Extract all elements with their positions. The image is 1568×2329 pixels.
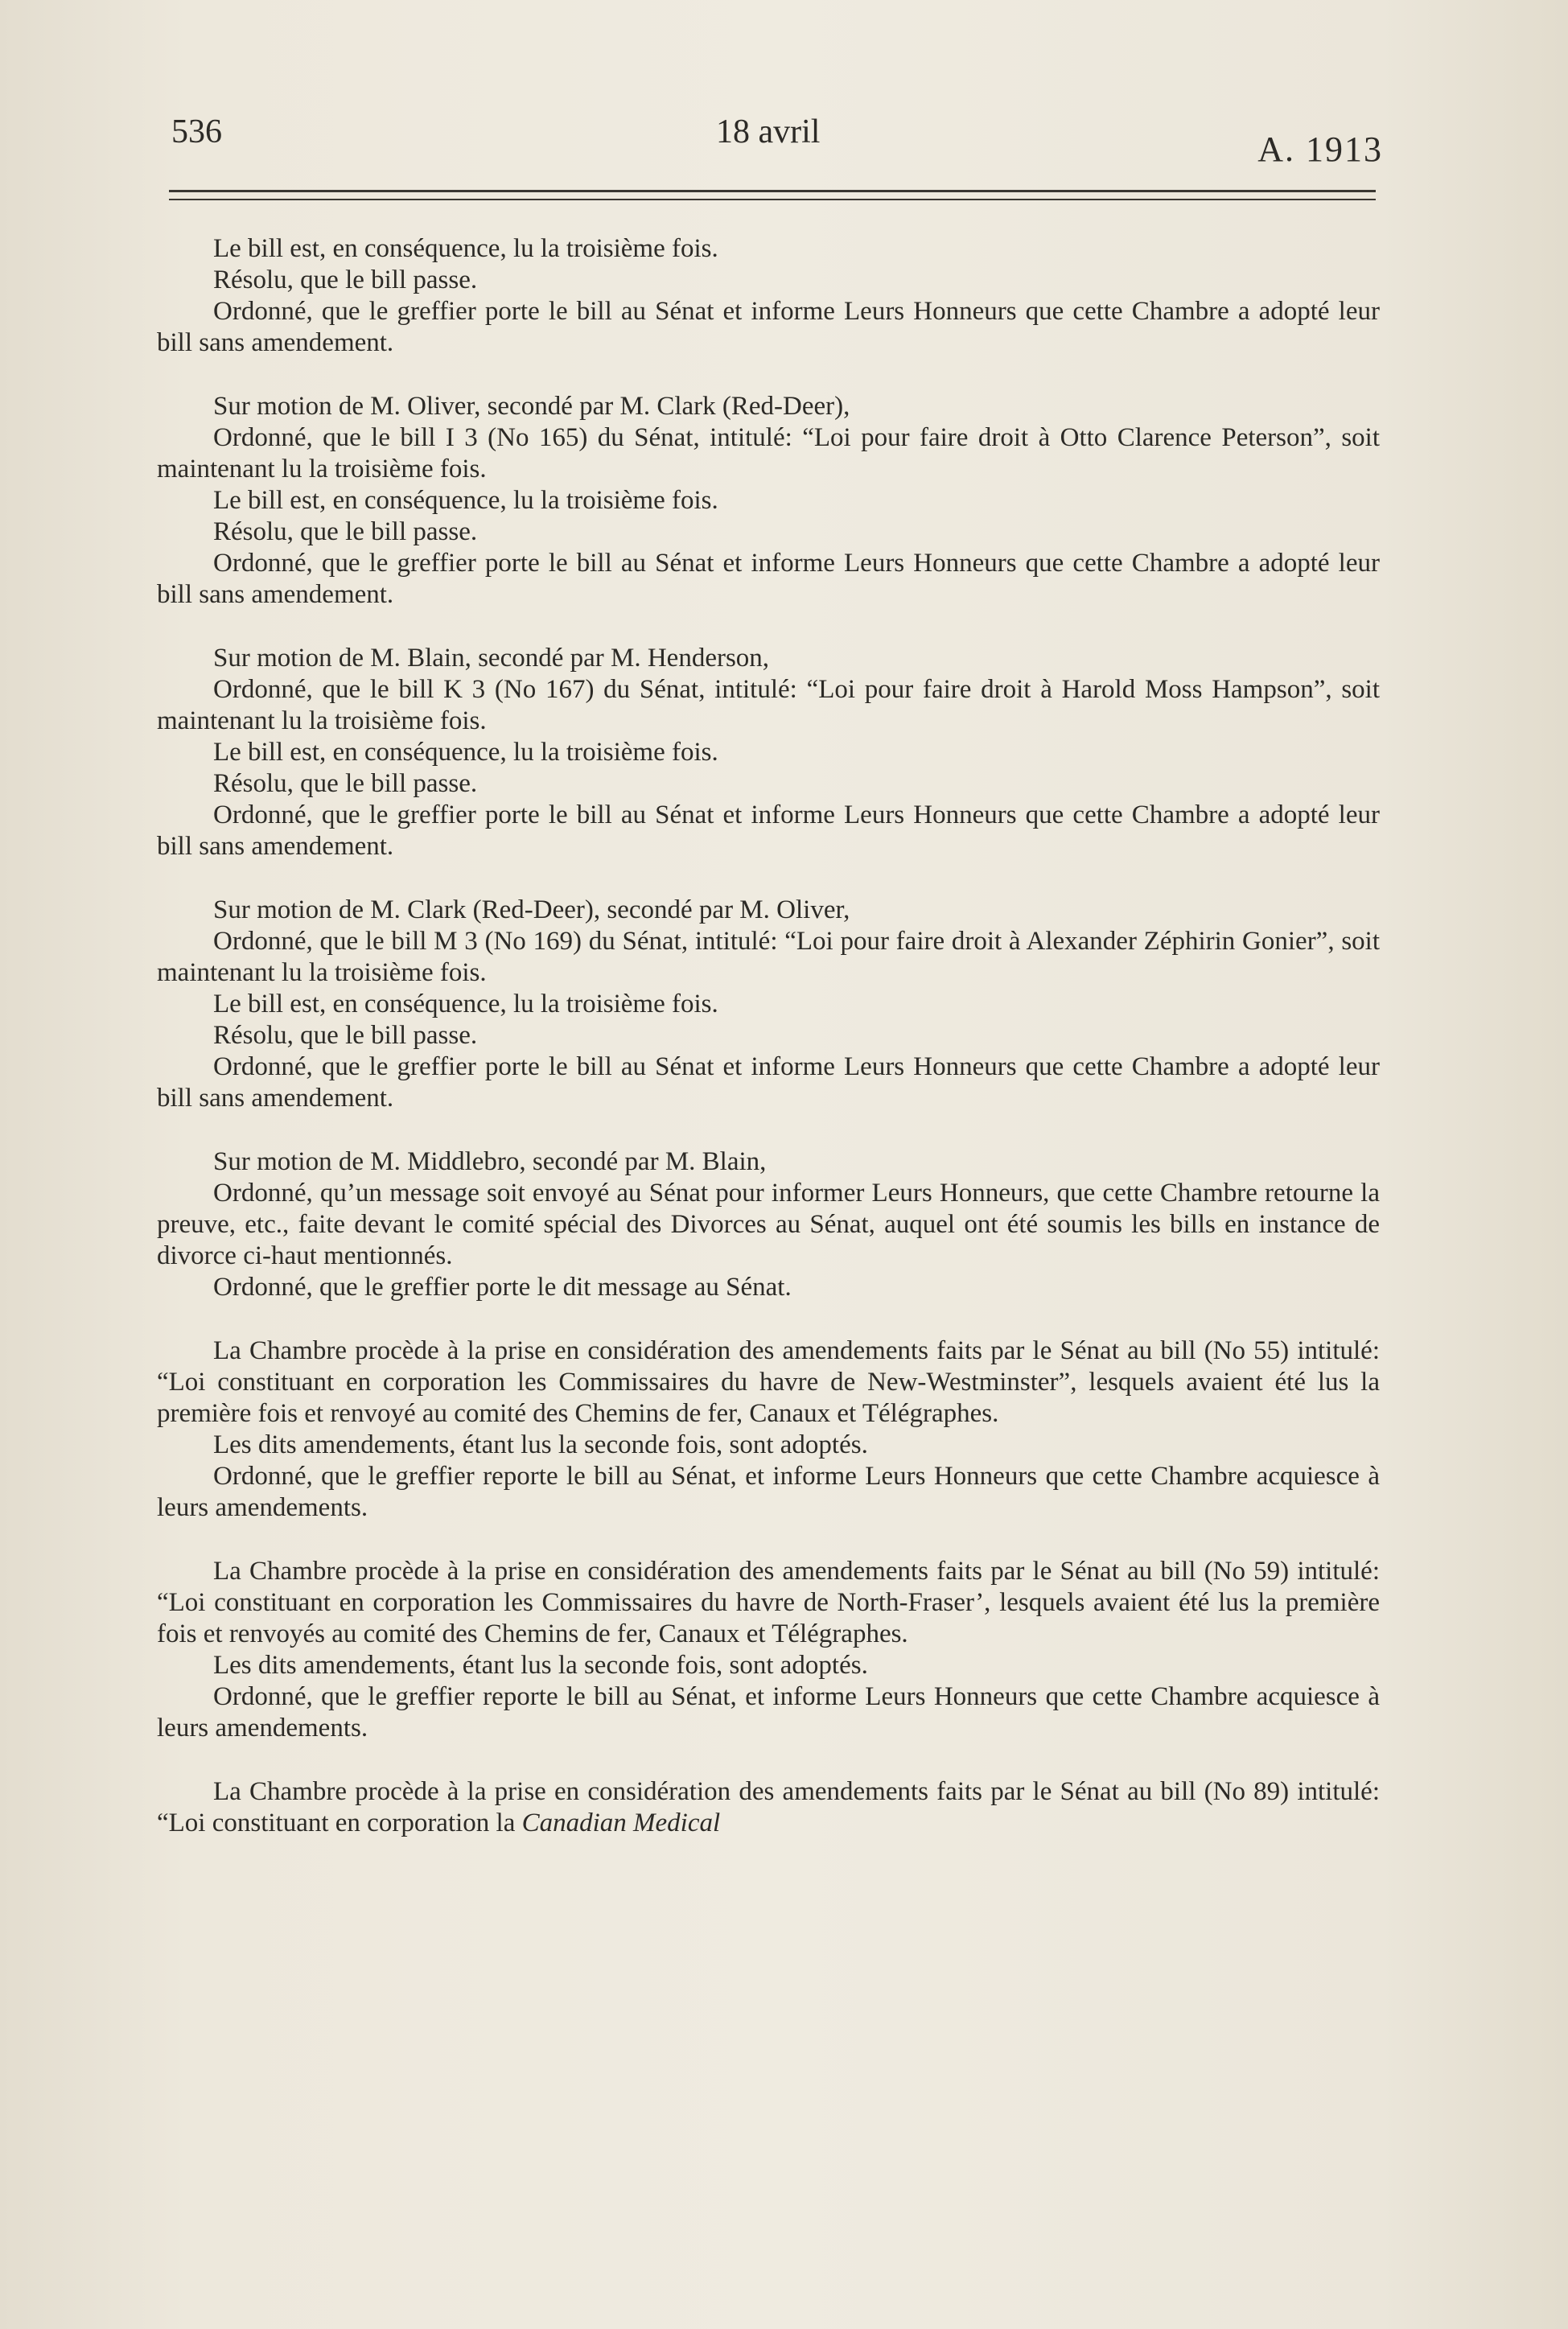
paragraph: La Chambre procède à la prise en considération des amendements faits par le Sénat au bill (No 59) intitulé: “Loi constituant en corporation les Commissaires du havre de North-Fraser’, lesquels avaient été lus la première fois et renvoyés au comité des Chemins de fer, Canaux et Télégraphes. xyxy=(157,1557,1380,1648)
paragraph: Sur motion de M. Middlebro, secondé par M. Blain, xyxy=(213,1147,767,1176)
paragraph: Ordonné, que le greffier porte le bill au Sénat et informe Leurs Honneurs que cette Chambre a adopté leur bill sans amendement. xyxy=(157,297,1380,357)
page-header xyxy=(0,113,1568,177)
paragraph: Le bill est, en conséquence, lu la troisième fois. xyxy=(213,738,718,767)
paragraph: Les dits amendements, étant lus la seconde fois, sont adoptés. xyxy=(213,1430,868,1459)
paragraph: Résolu, que le bill passe. xyxy=(213,769,478,798)
text-block xyxy=(157,1146,1380,1303)
text-block xyxy=(157,1776,1380,1839)
paragraph: Ordonné, que le greffier porte le dit message au Sénat. xyxy=(213,1273,792,1302)
paragraph: Ordonné, que le bill M 3 (No 169) du Sénat, intitulé: “Loi pour faire droit à Alexander Zéphirin Gonier”, soit maintenant lu la troisième fois. xyxy=(157,927,1380,987)
paragraph: Le bill est, en conséquence, lu la troisième fois. xyxy=(213,234,718,263)
paragraph: Ordonné, que le greffier reporte le bill au Sénat, et informe Leurs Honneurs que cette Chambre acquiesce à leurs amendements. xyxy=(157,1682,1380,1743)
paragraph: Ordonné, que le bill I 3 (No 165) du Sénat, intitulé: “Loi pour faire droit à Otto Clarence Peterson”, soit maintenant lu la troisième fois. xyxy=(157,423,1380,483)
paragraph: Sur motion de M. Blain, secondé par M. Henderson, xyxy=(213,644,770,673)
text-block xyxy=(157,1335,1380,1524)
paragraph: Sur motion de M. Clark (Red-Deer), secondé par M. Oliver, xyxy=(213,895,850,924)
paragraph: Résolu, que le bill passe. xyxy=(213,265,478,294)
paragraph xyxy=(157,1776,1380,1839)
paragraph: Ordonné, que le bill K 3 (No 167) du Sénat, intitulé: “Loi pour faire droit à Harold Moss Hampson”, soit maintenant lu la troisième fois. xyxy=(157,675,1380,735)
paragraph: Le bill est, en conséquence, lu la troisième fois. xyxy=(213,486,718,515)
italic-text: Canadian Medical xyxy=(521,1808,721,1837)
paragraph: Résolu, que le bill passe. xyxy=(213,517,478,546)
header-rule-top xyxy=(169,190,1376,192)
paragraph: Ordonné, que le greffier porte le bill au Sénat et informe Leurs Honneurs que cette Chambre a adopté leur bill sans amendement. xyxy=(157,800,1380,861)
header-rule-bottom xyxy=(169,199,1376,200)
page-date: 18 avril xyxy=(716,113,821,150)
paragraph-text: La Chambre procède à la prise en considération des amendements faits par le Sénat au bill (No 89) intitulé: “Loi constituant en corporation la xyxy=(157,1777,1380,1837)
text-block xyxy=(157,643,1380,862)
paragraph: Résolu, que le bill passe. xyxy=(213,1021,478,1050)
paragraph: Le bill est, en conséquence, lu la troisième fois. xyxy=(213,990,718,1018)
paragraph: La Chambre procède à la prise en considération des amendements faits par le Sénat au bill (No 55) intitulé: “Loi constituant en corporation les Commissaires du havre de New-Westminster”, lesquels avaient été lus la première fois et renvoyé au comité des Chemins de fer, Canaux et Télégraphes. xyxy=(157,1336,1380,1428)
paragraph: Ordonné, que le greffier porte le bill au Sénat et informe Leurs Honneurs que cette Chambre a adopté leur bill sans amendement. xyxy=(157,549,1380,609)
text-block xyxy=(157,391,1380,611)
text-block xyxy=(157,1556,1380,1744)
paragraph: Ordonné, qu’un message soit envoyé au Sénat pour informer Leurs Honneurs, que cette Chambre retourne la preuve, etc., faite devant le comité spécial des Divorces au Sénat, auquel ont été soumis les bills en instance de divorce ci-haut mentionnés. xyxy=(157,1179,1380,1270)
text-block xyxy=(157,233,1380,359)
paragraph: Les dits amendements, étant lus la seconde fois, sont adoptés. xyxy=(213,1651,868,1680)
paragraph: Ordonné, que le greffier porte le bill au Sénat et informe Leurs Honneurs que cette Chambre a adopté leur bill sans amendement. xyxy=(157,1052,1380,1113)
page-year: A. 1913 xyxy=(1257,130,1383,169)
paragraph: Ordonné, que le greffier reporte le bill au Sénat, et informe Leurs Honneurs que cette Chambre acquiesce à leurs amendements. xyxy=(157,1462,1380,1522)
text-block xyxy=(157,895,1380,1114)
document-body xyxy=(157,233,1380,1839)
page-number: 536 xyxy=(171,113,222,150)
paragraph: Sur motion de M. Oliver, secondé par M. Clark (Red-Deer), xyxy=(213,392,850,421)
